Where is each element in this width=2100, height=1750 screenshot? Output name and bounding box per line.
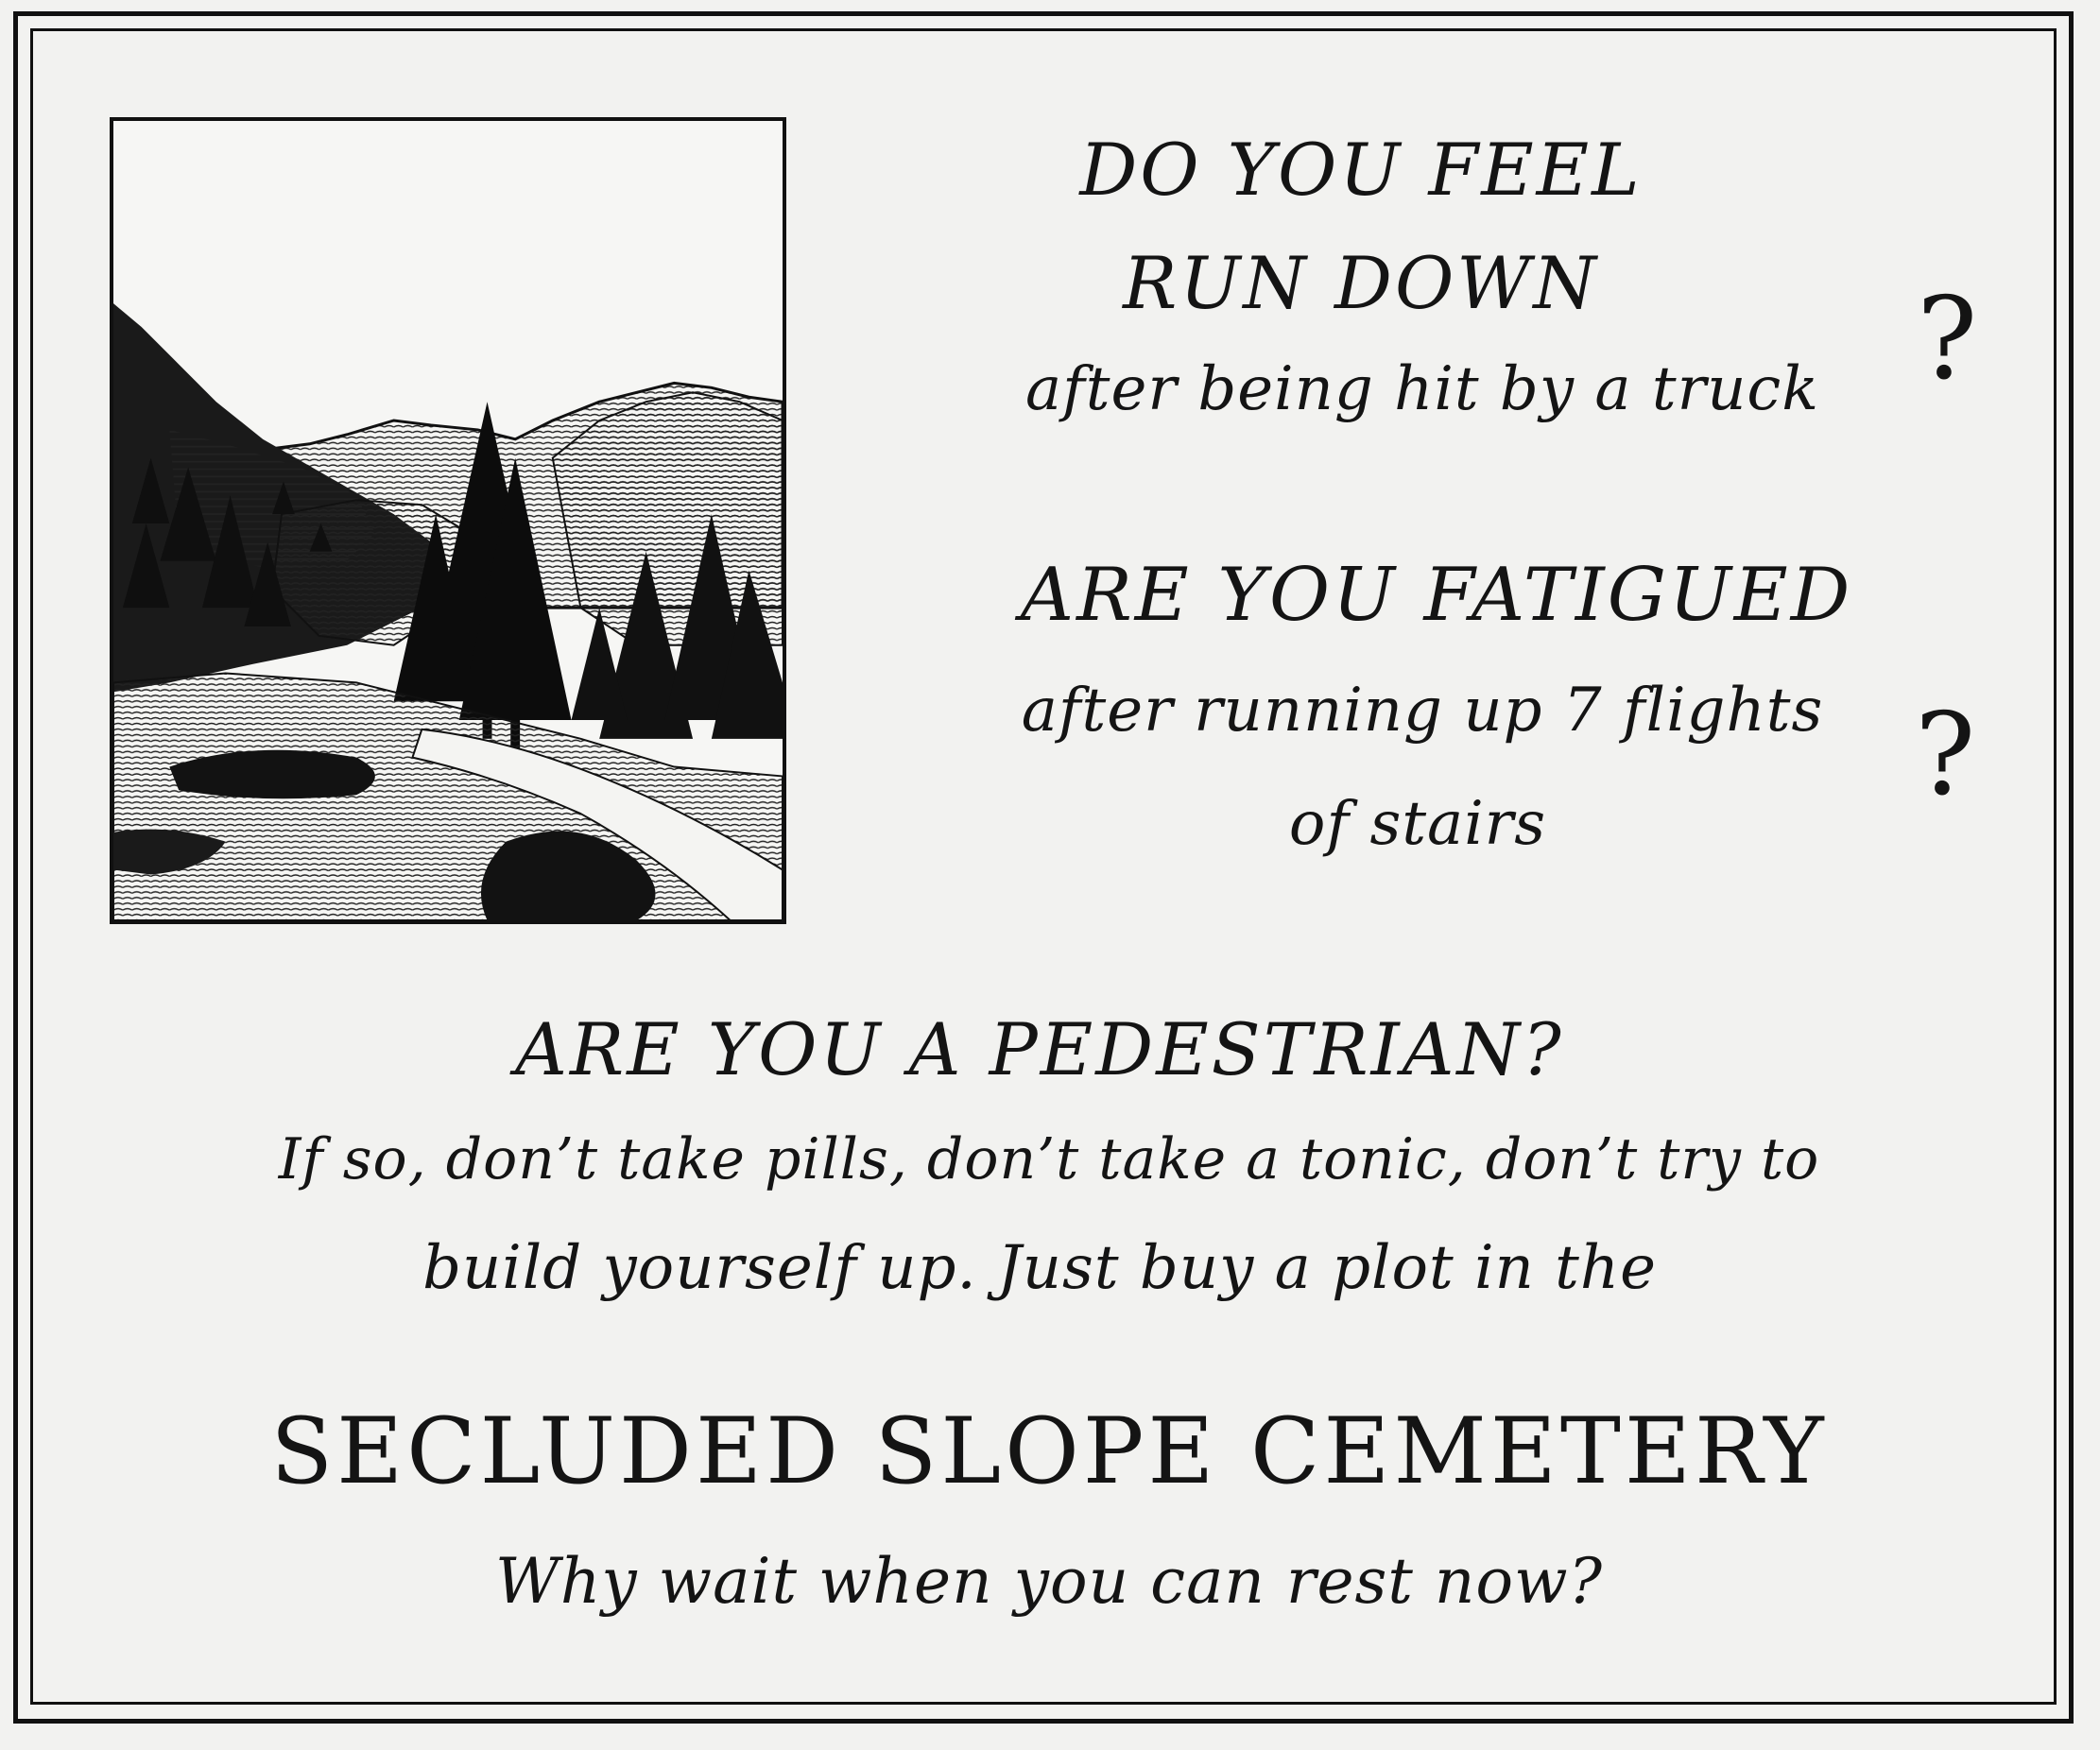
question-mark-2: ? [1915, 690, 1976, 821]
body-text-line-2: build yourself up. Just buy a plot in the [422, 1233, 1657, 1303]
headline-are-you-fatigued: ARE YOU FATIGUED [1020, 553, 1853, 638]
mountain-valley-engraving-icon [110, 117, 786, 924]
headline-run-down: RUN DOWN [1123, 241, 1599, 325]
subline-running-up-stairs: after running up 7 flights [1021, 676, 1824, 746]
subline-hit-by-truck: after being hit by a truck [1024, 354, 1820, 424]
headline-do-you-feel: DO YOU FEEL [1079, 128, 1643, 212]
headline-pedestrian: ARE YOU A PEDESTRIAN? [515, 1007, 1564, 1091]
cemetery-title: SECLUDED SLOPE CEMETERY [270, 1398, 1828, 1504]
subline-of-stairs: of stairs [1288, 789, 1547, 859]
tagline: Why wait when you can rest now? [494, 1545, 1603, 1618]
body-text-line-1: If so, don’t take pills, don’t take a tonic, don’t try to [278, 1126, 1820, 1192]
question-mark-1: ? [1917, 274, 1978, 405]
